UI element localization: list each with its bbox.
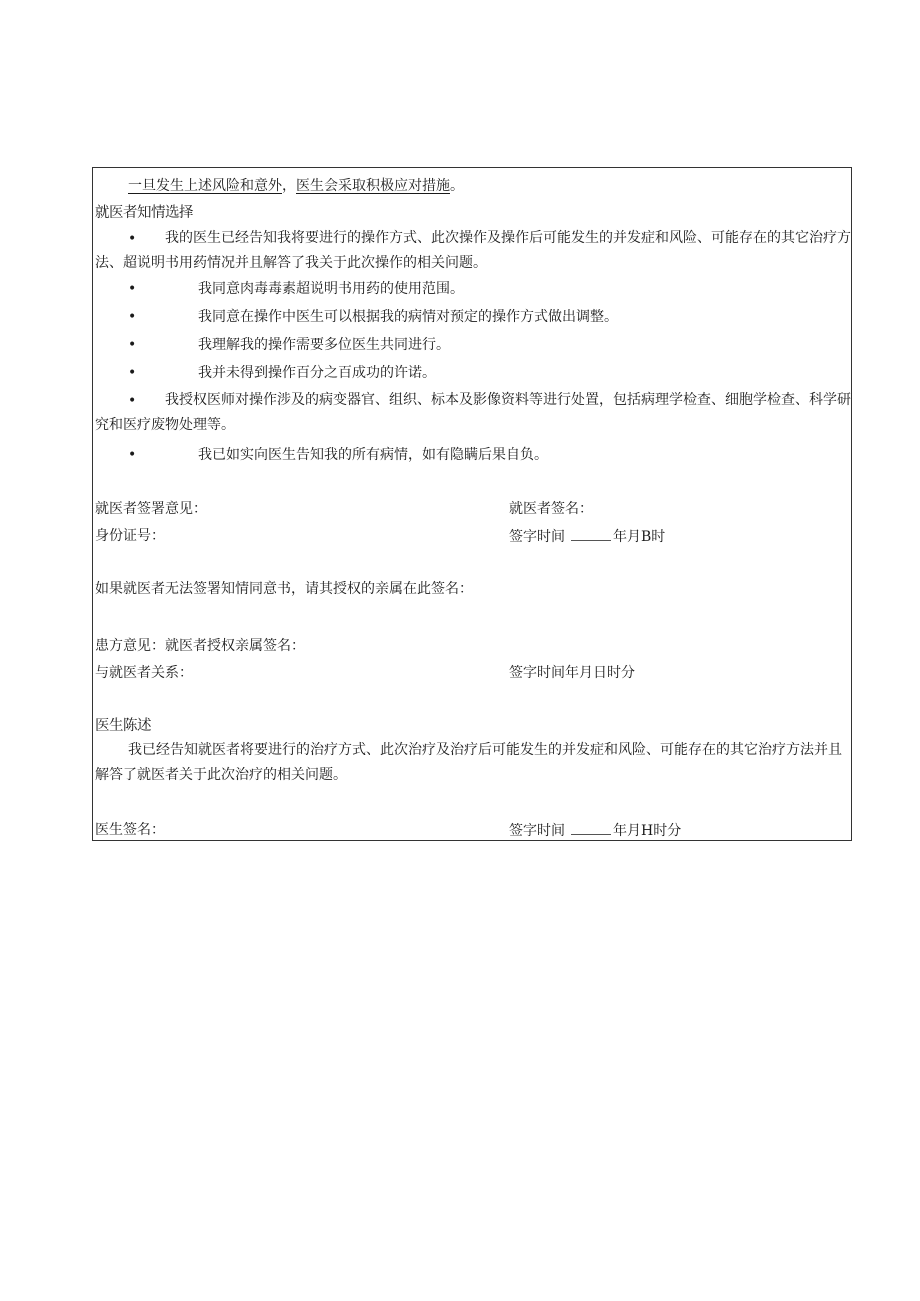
risk-statement-separator: ， [282, 178, 296, 194]
choice-item-3: 我同意在操作中医生可以根据我的病情对预定的操作方式做出调整。 [198, 309, 618, 325]
patient-choice-heading: 就医者知情选择 [95, 205, 193, 221]
patient-sign-time [509, 526, 665, 547]
choice-item-4: 我理解我的操作需要多位医生共同进行。 [198, 337, 450, 353]
patient-sign-time-prefix: 签字时间 [509, 529, 565, 545]
choice-item-7: 我已如实向医生告知我的所有病情，如有隐瞒后果自负。 [198, 447, 548, 463]
bullet-icon: • [128, 231, 137, 247]
bullet-icon: • [128, 393, 137, 409]
relative-note: 如果就医者无法签署知情同意书，请其授权的亲属在此签名： [95, 581, 473, 597]
year-blank [571, 820, 611, 835]
choice-item-5: 我并未得到操作百分之百成功的许诺。 [198, 365, 436, 381]
patient-opinion-label: 就医者签署意见： [95, 501, 207, 517]
choice-item-2: 我同意肉毒毒素超说明书用药的使用范围。 [198, 281, 464, 297]
bullet-icon: • [128, 365, 137, 381]
id-number-label: 身份证号： [95, 528, 165, 544]
relative-opinion-label: 患方意见：就医者授权亲属签名： [95, 638, 305, 654]
risk-statement [128, 176, 464, 196]
doctor-statement-text: 我已经告知就医者将要进行的治疗方式、此次治疗及治疗后可能发生的并发症和风险、可能存在的其它治疗方法并且解答了就医者关于此次治疗的相关问题。 [95, 742, 842, 783]
doctor-signature-label: 医生签名： [95, 822, 165, 838]
risk-statement-part1: 一旦发生上述风险和意外 [128, 178, 282, 194]
year-blank [571, 526, 611, 541]
doctor-sign-time-prefix: 签字时间 [509, 823, 565, 839]
bullet-icon: • [128, 447, 137, 463]
patient-signature-label: 就医者签名： [509, 501, 593, 517]
doctor-sign-time-suffix: 年月H时分 [613, 823, 682, 839]
choice-item-1: 我的医生已经告知我将要进行的操作方式、此次操作及操作后可能发生的并发症和风险、可能存在的其它治疗方法、超说明书用药情况并且解答了我关于此次操作的相关问题。 [95, 230, 851, 271]
choice-item-6: 我授权医师对操作涉及的病变器官、组织、标本及影像资料等进行处置，包括病理学检查、细胞学检查、科学研究和医疗废物处理等。 [95, 392, 851, 433]
doctor-statement-heading: 医生陈述 [95, 718, 151, 734]
doctor-sign-time [509, 820, 681, 841]
relation-label: 与就医者关系： [95, 665, 193, 681]
patient-sign-time-suffix: 年月B时 [613, 529, 666, 545]
risk-statement-part2: 医生会采取积极应对措施 [296, 178, 450, 194]
bullet-icon: • [128, 337, 137, 353]
bullet-icon: • [128, 281, 137, 297]
bullet-icon: • [128, 309, 137, 325]
relative-sign-time: 签字时间年月日时分 [509, 665, 635, 681]
risk-statement-end: 。 [450, 178, 464, 194]
